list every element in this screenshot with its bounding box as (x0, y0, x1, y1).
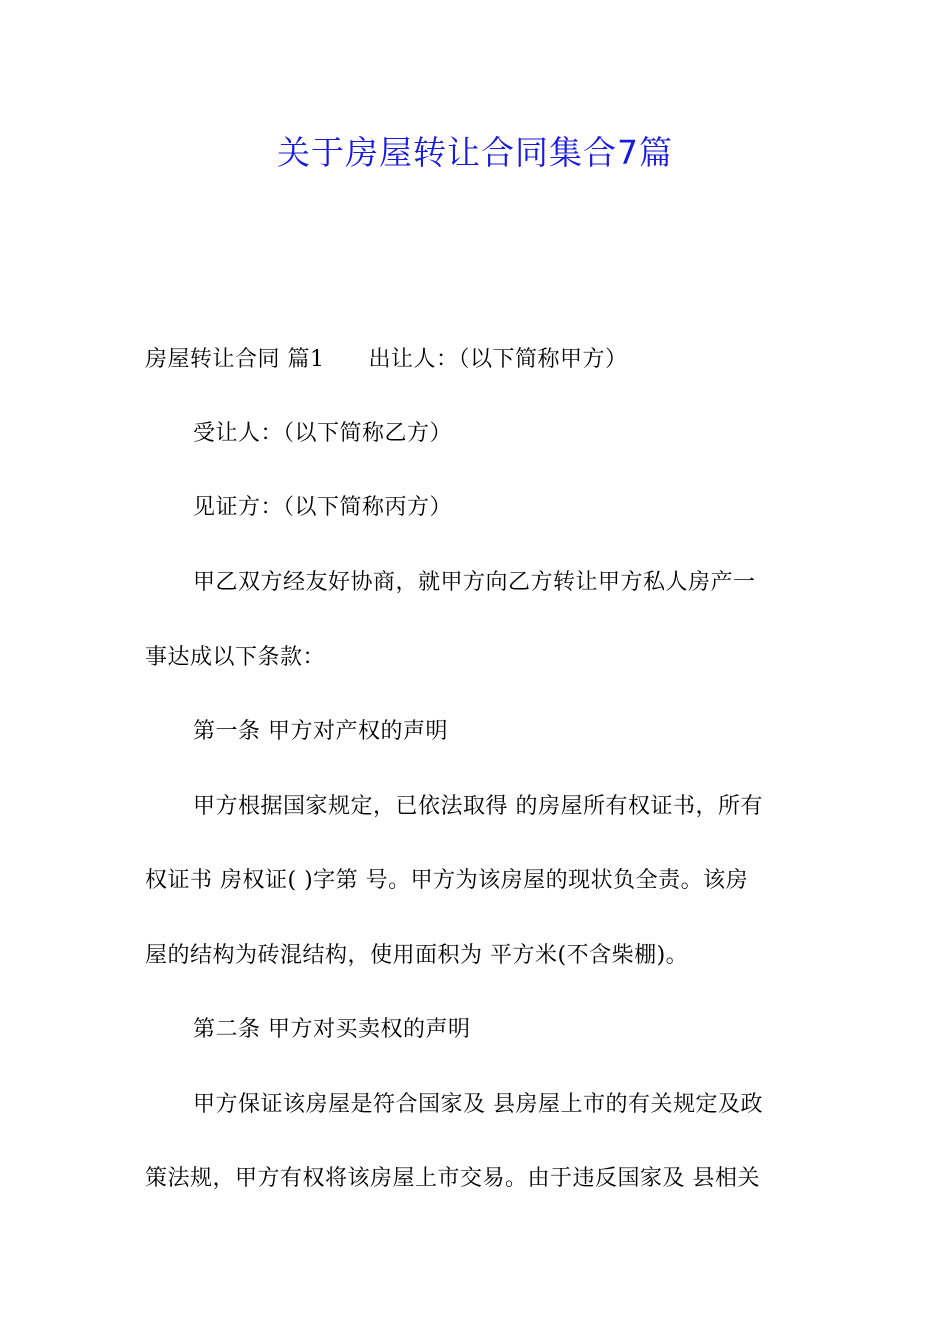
paragraph-line: 策法规，甲方有权将该房屋上市交易。由于违反国家及 县相关 (145, 1166, 760, 1191)
document-title: 关于房屋转让合同集合7篇 (277, 133, 673, 172)
paragraph-line: 屋的结构为砖混结构，使用面积为 平方米(不含柴棚)。 (145, 943, 689, 968)
party-a-label: 出让人：（以下简称甲方） (368, 347, 628, 372)
witness-line: 见证方：（以下简称丙方） (193, 495, 453, 520)
paragraph-line (145, 340, 628, 380)
paragraph-line: 事达成以下条款： (145, 645, 326, 670)
paragraph-line: 甲方根据国家规定，已依法取得 的房屋所有权证书，所有 (193, 794, 763, 819)
paragraph-line: 权证书 房权证( )字第 号。甲方为该房屋的现状负全责。该房 (145, 868, 749, 893)
paragraph-line: 甲方保证该房屋是符合国家及 县房屋上市的有关规定及政 (193, 1092, 763, 1117)
contract-heading: 房屋转让合同 篇1 (145, 347, 325, 372)
party-b-line: 受让人：（以下简称乙方） (193, 421, 453, 446)
paragraph-line: 甲乙双方经友好协商，就甲方向乙方转让甲方私人房产一 (193, 570, 756, 595)
article-heading: 第二条 甲方对买卖权的声明 (193, 1017, 471, 1042)
article-heading: 第一条 甲方对产权的声明 (193, 719, 448, 744)
